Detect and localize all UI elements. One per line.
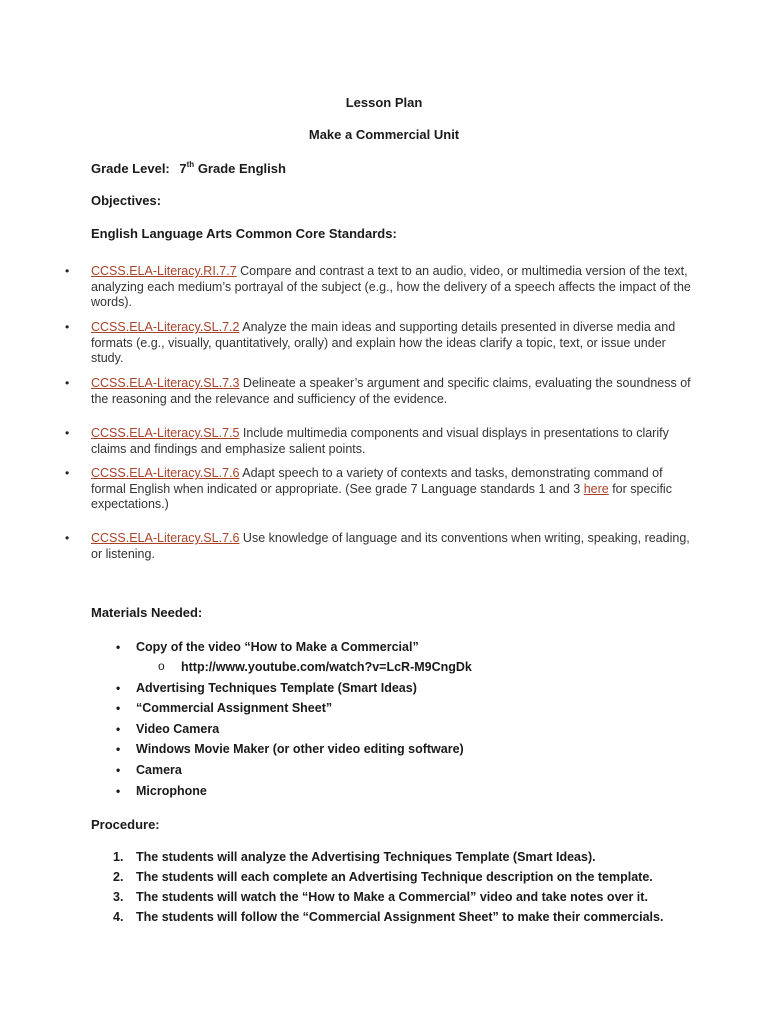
procedure-step xyxy=(113,850,596,864)
bullet-icon: • xyxy=(65,426,70,440)
bullet-icon: • xyxy=(116,742,121,756)
standard-link[interactable]: CCSS.ELA-Literacy.SL.7.6 xyxy=(91,531,240,545)
grade-suffix: th xyxy=(186,160,195,169)
standard-link[interactable]: CCSS.ELA-Literacy.SL.7.6 xyxy=(91,466,240,480)
standard-item xyxy=(65,426,691,457)
standard-text: Delineate a speaker’s argument and specific claims, evaluating the soundness of the reasoning and the relevance and sufficiency of the evidence. xyxy=(91,376,691,406)
material-item xyxy=(116,784,207,798)
document-title: Lesson Plan xyxy=(345,95,423,110)
standard-text: Analyze the main ideas and supporting details presented in diverse media and formats (e.g., visually, quantitatively, orally) and explain how the ideas clarify a topic, text, or issue under study. xyxy=(91,320,676,365)
unit-title: Make a Commercial Unit xyxy=(308,127,460,142)
material-item xyxy=(116,722,220,736)
step-number: 3. xyxy=(113,890,124,904)
bullet-icon: • xyxy=(65,320,70,334)
bullet-icon: • xyxy=(65,531,70,545)
bullet-icon: • xyxy=(116,681,121,695)
standard-link[interactable]: CCSS.ELA-Literacy.SL.7.2 xyxy=(91,320,240,334)
standard-text: Adapt speech to a variety of contexts and tasks, demonstrating command of formal English when indicated or appropriate. (See grade 7 Language standards 1 and 3 xyxy=(91,466,663,496)
standard-link[interactable]: CCSS.ELA-Literacy.SL.7.5 xyxy=(91,426,240,440)
standard-item xyxy=(65,320,691,367)
procedure-step xyxy=(113,890,648,904)
bullet-icon: • xyxy=(116,640,121,654)
circle-bullet-icon: o xyxy=(158,659,165,673)
standard-item xyxy=(65,264,691,311)
grade-subject: Grade English xyxy=(197,161,286,176)
bullet-icon: • xyxy=(116,763,121,777)
materials-heading: Materials Needed: xyxy=(91,605,203,620)
here-link[interactable]: here xyxy=(583,481,609,496)
standard-text: Compare and contrast a text to an audio, video, or multimedia version of the text, analyzing each medium’s portrayal of the subject (e.g., how the delivery of a speech affects the impact of the words). xyxy=(91,264,691,309)
material-text: “Commercial Assignment Sheet” xyxy=(136,701,333,715)
step-text: The students will follow the “Commercial Assignment Sheet” to make their commercials. xyxy=(136,910,664,924)
grade-level xyxy=(91,160,286,176)
objectives-heading: Objectives: xyxy=(91,193,162,208)
procedure-heading: Procedure: xyxy=(91,817,160,832)
standards-heading: English Language Arts Common Core Standards: xyxy=(91,226,397,241)
material-item xyxy=(116,681,417,695)
video-url: http://www.youtube.com/watch?v=LcR-M9CngDk xyxy=(181,660,472,674)
material-text: Microphone xyxy=(136,784,207,798)
standard-item xyxy=(65,466,691,513)
bullet-icon: • xyxy=(65,376,70,390)
bullet-icon: • xyxy=(65,264,70,278)
material-text: Camera xyxy=(136,763,182,777)
material-text: Advertising Techniques Template (Smart Ideas) xyxy=(136,681,417,695)
step-text: The students will each complete an Advertising Technique description on the template. xyxy=(136,870,653,884)
grade-label: Grade Level: xyxy=(91,161,170,176)
grade-number: 7 xyxy=(179,161,187,176)
standard-text: Use knowledge of language and its conventions when writing, speaking, reading, or listening. xyxy=(91,531,690,561)
standard-link[interactable]: CCSS.ELA-Literacy.RI.7.7 xyxy=(91,264,237,278)
standard-text-after: for specific expectations.) xyxy=(91,481,672,511)
step-number: 2. xyxy=(113,870,124,884)
bullet-icon: • xyxy=(116,701,121,715)
bullet-icon: • xyxy=(116,784,121,798)
standard-item xyxy=(65,531,691,562)
material-item xyxy=(116,701,333,715)
material-sub-item xyxy=(158,659,472,674)
standard-link[interactable]: CCSS.ELA-Literacy.SL.7.3 xyxy=(91,376,240,390)
procedure-step xyxy=(113,910,664,924)
material-item xyxy=(116,742,464,756)
standard-item xyxy=(65,376,691,407)
bullet-icon: • xyxy=(116,722,121,736)
step-number: 1. xyxy=(113,850,124,864)
material-text: Windows Movie Maker (or other video editing software) xyxy=(136,742,464,756)
step-text: The students will analyze the Advertising Techniques Template (Smart Ideas). xyxy=(136,850,596,864)
material-text: Copy of the video “How to Make a Commercial” xyxy=(136,640,419,654)
standard-text: Include multimedia components and visual displays in presentations to clarify claims and findings and emphasize salient points. xyxy=(91,426,669,456)
procedure-step xyxy=(113,870,653,884)
material-text: Video Camera xyxy=(136,722,220,736)
step-number: 4. xyxy=(113,910,124,924)
material-item xyxy=(116,640,419,654)
step-text: The students will watch the “How to Make a Commercial” video and take notes over it. xyxy=(136,890,648,904)
material-item xyxy=(116,763,182,777)
bullet-icon: • xyxy=(65,466,70,480)
